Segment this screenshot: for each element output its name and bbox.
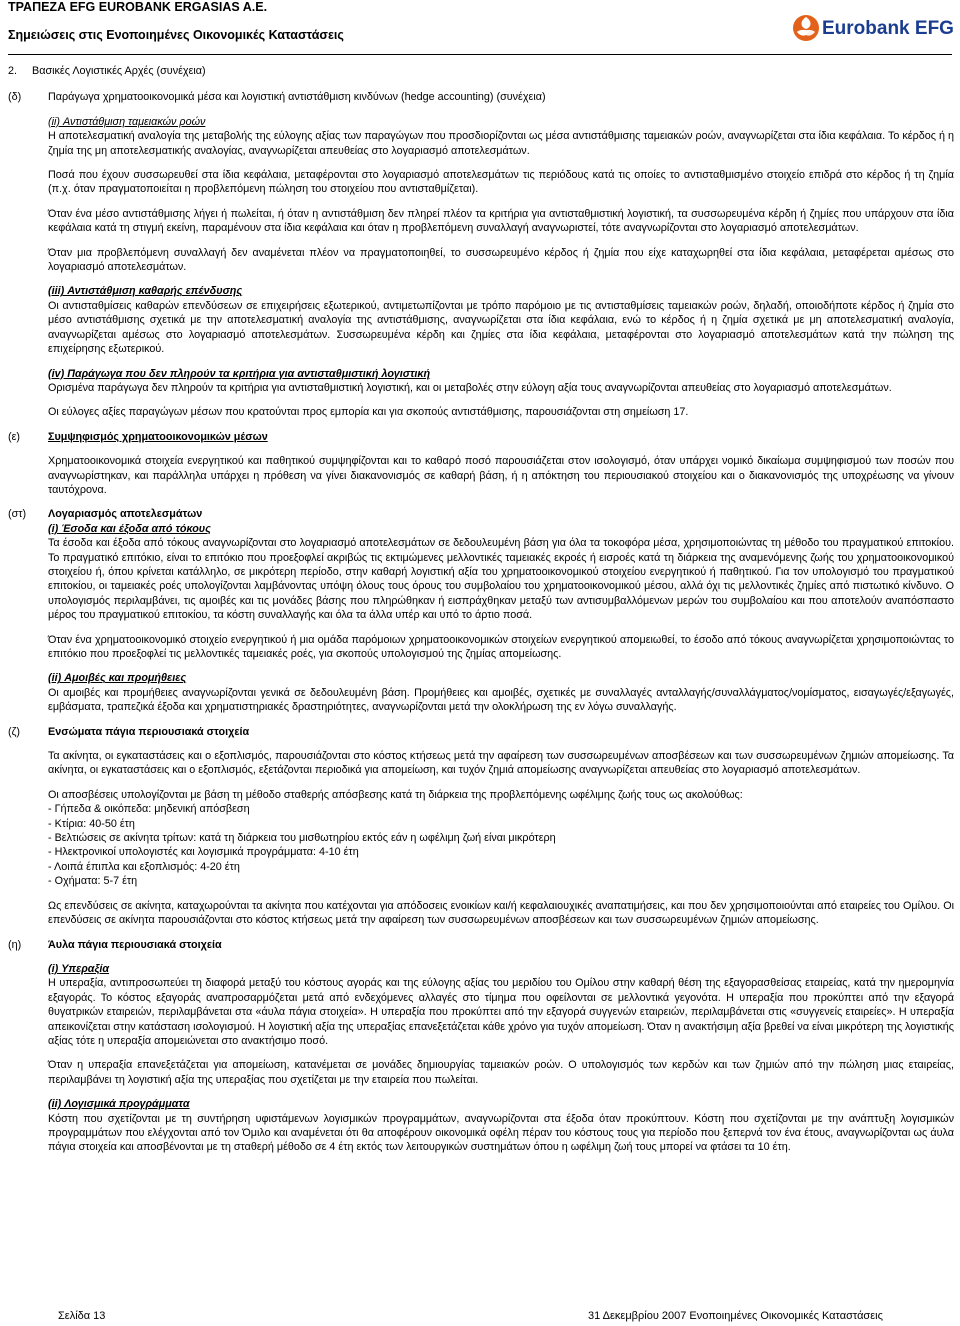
d-ii-paragraph-3: Όταν ένα μέσο αντιστάθμισης λήγει ή πωλείται, ή όταν η αντιστάθμιση δεν πληρεί πλέον τα κριτήρια για αντισταθμιστική λογιστική, τα συσσωρευμένα κέρδη ή ζημίες που υπάρχουν στα ίδια κεφάλαια κατά τη στιγμή εκείνη, παραμένουν στα ίδια κεφάλαια και όταν η προβλεπόμενη συναλλαγή αναγνωριστεί, τότε αναγνωρίζονται στο λογαριασμό αποτελεσμάτων.: [48, 207, 954, 235]
st-ii-title: (ii) Αμοιβές και προμήθειες: [48, 672, 187, 685]
list-item: - Βελτιώσεις σε ακίνητα τρίτων: κατά τη διάρκεια του μισθωτηρίου εκτός εάν η ωφέλιμη ζωή είναι μικρότερη: [48, 832, 556, 845]
eurobank-logo: [792, 12, 952, 46]
list-item: - Κτίρια: 40-50 έτη: [48, 817, 135, 830]
z-paragraph-1: Τα ακίνητα, οι εγκαταστάσεις και ο εξοπλισμός, παρουσιάζονται στο κόστος κτήσεως μετά την αφαίρεση των συσσωρευμένων αποσβέσεων και των συσσωρευμένων ζημιών απομείωσης. Τα ακίνητα, οι εγκαταστάσεις και ο εξοπλισμός, εξετάζονται περιοδικά για απομείωση, και τυχόν ζημιά απομείωσης αναγνωρίζεται απευθείας στο λογαριασμό αποτελεσμάτων.: [48, 750, 954, 777]
list-item: - Γήπεδα & οικόπεδα: μηδενική απόσβεση: [48, 803, 250, 816]
section-title: Βασικές Λογιστικές Αρχές (συνέχεια): [32, 65, 206, 77]
logo-text: Eurobank EFG: [822, 18, 954, 39]
h-ii-paragraph-1: Κόστη που σχετίζονται με τη συντήρηση υφιστάμενων λογισμικών προγραμμάτων, αναγνωρίζονται στα έξοδα όταν προκύπτουν. Κόστη που σχετίζονται με την ανάπτυξη λογισμικών προγραμμάτων που ελέγχονται από τον Όμιλο και αναμένεται ότι θα αποφέρουν οικονομικά οφέλη πέραν του κόστους τους για περίοδο που ξεπερνά τον ένα έτους, αναγνωρίζονται ως άυλα πάγια στοιχεία και αποσβένονται με τη σταθερή μέθοδο σε 4 έτη εκτός των λειτουργικών συστημάτων όπου η ωφέλιμη ζωή τους μπορεί να φτάσει τα 10 έτη.: [48, 1112, 954, 1154]
subsection-h-title: Άυλα πάγια περιουσιακά στοιχεία: [48, 938, 222, 951]
footer-date: 31 Δεκεμβρίου 2007 Ενοποιημένες Οικονομικές Καταστάσεις: [588, 1310, 883, 1322]
subsection-d: [8, 90, 954, 419]
list-item: - Οχήματα: 5-7 έτη: [48, 875, 138, 888]
section-number: 2.: [8, 65, 18, 77]
subsection-st-label: (στ): [8, 508, 27, 521]
st-i-paragraph-1: Τα έσοδα και έξοδα από τόκους αναγνωρίζονται στο λογαριασμό αποτελεσμάτων σε δεδουλευμένη βάση για όλα τα τοκοφόρα μέσα, χρησιμοποιώντας τη μέθοδο του πραγματικού επιτοκίου. Το πραγματικό επιτόκιο, είναι το επιτόκιο που προεξοφλεί ακριβώς τις εκτιμώμενες μελλοντικές ταμειακές εκροές ή εισροές κατά τη διάρκεια της αναμενόμενης ζωής του χρηματοοικονομικού στοιχείου ή, όπου κρίνεται κατάλληλο, σε μικρότερη περίοδο, στην καθαρή λογιστική αξία του χρηματοοικονομικού στοιχείου ενεργητικού ή παθητικού. Για τον υπολογισμό του πραγματικού επιτοκίου, οι ταμειακές ροές υπολογίζονται λαμβάνοντας υπόψη όλους τους όρους του συμβολαίου του χρηματοοικονομικού μέσου, αλλά όχι τις μελλοντικές ζημίες από πιστωτικό κίνδυνο. Ο υπολογισμός περιλαμβάνει, τις αμοιβές και τις μονάδες βάσης που πληρώθηκαν ή εισπράχθηκαν μεταξύ των αντισυμβαλλόμενων μερών του συμβολαίου και που αποτελούν αναπόσπαστο μέρος του πραγματικού επιτοκίου, τα κόστη συναλλαγής και όλα τα άλλα υπέρ και υπό το άρτιο ποσά.: [48, 537, 954, 622]
h-i-paragraph-2: Όταν η υπεραξία επανεξετάζεται για απομείωση, κατανέμεται σε μονάδες δημιουργίας ταμειακών ροών. Ο υπολογισμός των κερδών και των ζημιών από την πώληση μιας εταιρείας, περιλαμβάνει τη λογιστική αξία της υπεραξίας που σχετίζεται με την εταιρεία που πωλείται.: [48, 1059, 954, 1086]
z-paragraph-3: Ως επενδύσεις σε ακίνητα, καταχωρούνται τα ακίνητα που κατέχονται για απόδοσεις ενοικίων και/ή κεφαλαιουχικές αναπατιμήσεις, και που δεν χρησιμοποιούνται από εταιρείες του Ομίλου. Οι επενδύσεις σε ακίνητα παρουσιάζονται στο κόστος κτήσεως μετά την αφαίρεση των συσσωρευμένων αποσβέσεων και των συσσωρευμένων ζημιών απομείωσης.: [48, 899, 954, 927]
header-subtitle: Σημειώσεις στις Ενοποιημένες Οικονομικές Καταστάσεις: [8, 28, 344, 42]
footer-page-number: Σελίδα 13: [58, 1310, 106, 1322]
d-iv-paragraph-1: Ορισμένα παράγωγα δεν πληρούν τα κριτήρια για αντισταθμιστική λογιστική, και οι μεταβολές στην εύλογη αξία τους αναγνωρίζονται απευθείας στο λογαριασμό αποτελεσμάτων.: [48, 381, 892, 394]
d-ii-paragraph-1: Η αποτελεσματική αναλογία της μεταβολής της εύλογης αξίας των παραγώγων που προσδιορίζονται ως μέσα αντιστάθμισης ταμειακών ροών, αναγνωρίζεται στα ίδια κεφάλαια. Το κέρδος ή η ζημία της μη αποτελεσματικής αναλογίας, αναγνωρίζεται απευθείας στο λογαριασμό αποτελεσμάτων.: [48, 130, 954, 157]
header-divider: [8, 54, 952, 55]
subsection-st-title: Λογαριασμός αποτελεσμάτων: [48, 508, 203, 521]
d-ii-title: (ii) Αντιστάθμιση ταμειακών ροών: [48, 115, 206, 128]
subsection-st: [8, 507, 954, 714]
document-content: [8, 64, 954, 1165]
subsection-h: [8, 938, 954, 1155]
subsection-z-title: Ενσώματα πάγια περιουσιακά στοιχεία: [48, 725, 250, 738]
d-ii-paragraph-2: Ποσά που έχουν συσσωρευθεί στα ίδια κεφάλαια, μεταφέρονται στο λογαριασμό αποτελεσμάτων τις περιόδους κατά τις οποίες το αντισταθμισμένο στοιχείο επιδρά στο κέρδος ή τη ζημία (π.χ. όταν πραγματοποιείται η προβλεπόμενη πώληση του στοιχείου που αντισταθμίζεται).: [48, 169, 954, 196]
subsection-z-label: (ζ): [8, 725, 20, 738]
subsection-d-title: Παράγωγα χρηματοοικονομικά μέσα και λογιστική αντιστάθμιση κινδύνων (hedge accounting) (συνέχεια): [48, 91, 546, 104]
h-i-paragraph-1: Η υπεραξία, αντιπροσωπεύει τη διαφορά μεταξύ του κόστους αγοράς και της εύλογης αξίας του μεριδίου του Ομίλου στην καθαρή θέση της εξαγορασθείσας εταιρείας, κατά την ημερομηνία εξαγοράς. Το κόστος εξαγοράς αναπροσαρμόζεται μετά από ενδεχόμενες αλλαγές στο τίμημα που οφείλονται σε μελλοντικά γεγονότα. Η υπεραξία που προκύπτει από την εξαγορά θυγατρικών εταιρειών, περιλαμβάνεται στα «άυλα πάγια στοιχεία». Η υπεραξία που προκύπτει από την εξαγορά συγγενών εταιρειών, περιλαμβάνεται στις «συγγενείς εταιρείες». Η υπεραξία απεικονίζεται στην κατάσταση ισολογισμού. Η λογιστική αξία της υπεραξίας επανεξετάζεται κάθε χρόνο για τυχόν απομείωση. Όταν η ανακτήσιμη αξία βρεθεί να είναι μικρότερη της λογιστικής αξίας τότε η υπεραξία απομειώνεται στο ανακτήσιμο ποσό.: [48, 977, 954, 1047]
st-ii-paragraph-1: Οι αμοιβές και προμήθειες αναγνωρίζονται γενικά σε δεδουλευμένη βάση. Προμήθειες και αμοιβές, σχετικές με συναλλαγές ανταλλαγής/συναλλάγματος/νομίσματος, εισαγωγές/εξαγωγές, εμβάσματα, τραπεζικά έξοδα και χρηματιστηριακές δραστηριότητες, αναγνωρίζονται μετά την ολοκλήρωση της εν λόγω συναλλαγής.: [48, 686, 954, 714]
z-paragraph-2: Οι αποσβέσεις υπολογίζονται με βάση τη μέθοδο σταθερής απόσβεσης κατά τη διάρκεια της προβλεπόμενης ωφέλιμης ζωής τους ως ακολούθως:: [48, 788, 743, 801]
st-i-title: (i) Έσοδα και έξοδα από τόκους: [48, 522, 211, 535]
d-iv-paragraph-2: Οι εύλογες αξίες παραγώγων μέσων που κρατούνται προς εμπορία και για σκοπούς αντιστάθμισης, παρουσιάζονται στη σημείωση 17.: [48, 406, 689, 419]
subsection-e-label: (ε): [8, 430, 21, 443]
st-i-paragraph-2: Όταν ένα χρηματοοικονομικό στοιχείο ενεργητικού ή μια ομάδα παρόμοιων χρηματοοικονομικών στοιχείων ενεργητικού απομειωθεί, το έσοδο από τόκους αναγνωρίζεται χρησιμοποιώντας το επιτόκιο που προεξοφλεί τις μελλοντικές ταμειακές ροές, για σκοπούς υπολογισμού της ζημίας απομείωσης.: [48, 633, 954, 660]
eurobank-flower-logo-icon: [792, 12, 822, 46]
section-heading: [8, 64, 954, 78]
d-iv-title: (iv) Παράγωγα που δεν πληρούν τα κριτήρια για αντισταθμιστική λογιστική: [48, 367, 431, 380]
header-title: ΤΡΑΠΕΖΑ EFG EUROBANK ERGASIAS A.E.: [8, 0, 268, 14]
h-ii-title: (ii) Λογισμικά προγράμματα: [48, 1098, 190, 1111]
subsection-d-label: (δ): [8, 91, 22, 104]
list-item: - Λοιπά έπιπλα και εξοπλισμός: 4-20 έτη: [48, 860, 240, 873]
e-paragraph-1: Χρηματοοικονομικά στοιχεία ενεργητικού και παθητικού συμψηφίζονται και το καθαρό ποσό παρουσιάζεται στον ισολογισμό, όταν υπάρχει νομικό δικαίωμα συμψηφισμού των ποσών που αναγνωρίστηκαν, και παράλληλα υπάρχει η πρόθεση να γίνει διακανονισμός σε καθαρή βάση, ή η απόκτηση του περιουσιακού στοιχείου και ο διακανονισμός της υποχρέωσης να γίνουν ταυτόχρονα.: [48, 455, 954, 496]
d-ii-paragraph-4: Όταν μια προβλεπόμενη συναλλαγή δεν αναμένεται πλέον να πραγματοποιηθεί, το συσσωρευμένο κέρδος ή ζημία που είχε καταχωρηθεί στα ίδια κεφάλαια, μεταφέρεται αμέσως στο λογαριασμό αποτελεσμάτων.: [48, 246, 954, 274]
subsection-e-title: Συμψηφισμός χρηματοοικονομικών μέσων: [48, 430, 268, 443]
subsection-h-label: (η): [8, 938, 22, 951]
d-iii-title: (iii) Αντιστάθμιση καθαρής επένδυσης: [48, 285, 243, 298]
list-item: - Ηλεκτρονικοί υπολογιστές και λογισμικά προγράμματα: 4-10 έτη: [48, 846, 359, 859]
h-i-title: (i) Υπεραξία: [48, 962, 110, 975]
subsection-e: [8, 430, 954, 498]
d-iii-paragraph-1: Οι αντισταθμίσεις καθαρών επενδύσεων σε επιχειρήσεις εξωτερικού, αντιμετωπίζονται με τρόπο παρόμοιο με τις αντισταθμίσεις ταμειακών ροών, δηλαδή, οποιοδήποτε κέρδος ή ζημία στο μέσο αντιστάθμισης σχετικά με την αποτελεσματική αναλογία της αντιστάθμισης, αναγνωρίζεται στα ίδια κεφάλαια, ενώ το κέρδος ή η ζημία σχετικά με μη αποτελεσματική αναλογία, αναγνωρίζεται αμέσως στο λογαριασμό αποτελεσμάτων. Συσσωρευμένα κέρδη και ζημίες στα ίδια κεφάλαια, μεταφέρονται στο λογαριασμό αποτελεσμάτων κατά την πώληση της επιχείρησης εξωτερικού.: [48, 299, 954, 356]
depreciation-list: [48, 802, 954, 888]
subsection-z: [8, 725, 954, 928]
